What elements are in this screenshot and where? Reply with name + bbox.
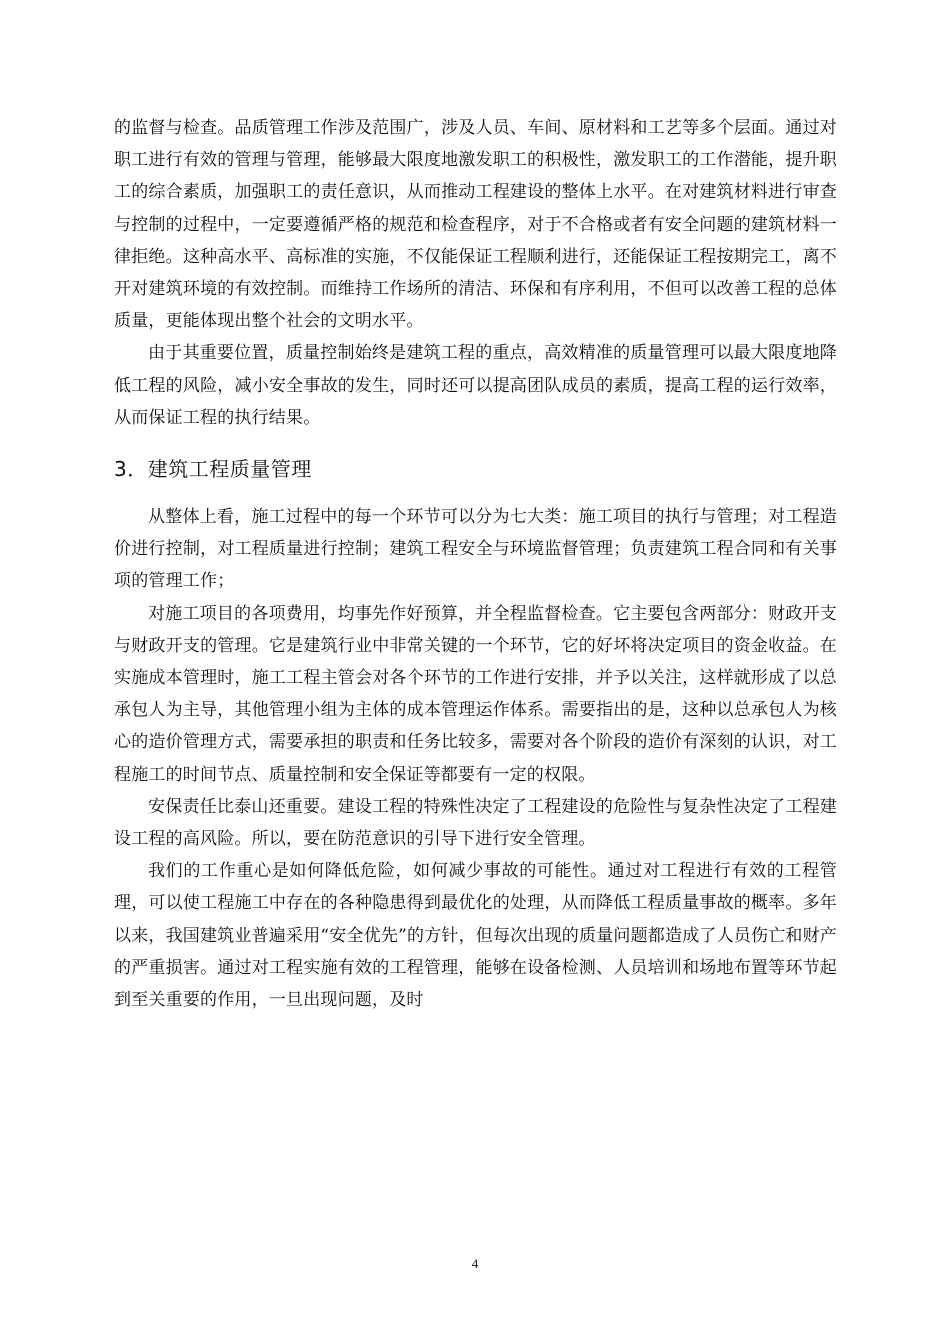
document-body	[114, 112, 837, 1016]
section-heading: 3．建筑工程质量管理	[114, 457, 312, 482]
paragraph: 我们的工作重心是如何降低危险，如何减少事故的可能性。通过对工程进行有效的工程管理，可以使工程施工中存在的各种隐患得到最优化的处理，从而降低工程质量事故的概率。多年以来，我国建筑业普遍采用“安全优先”的方针，但每次出现的质量问题都造成了人员伤亡和财产的严重损害。通过对工程实施有效的工程管理，能够在设备检测、人员培训和场地布置等环节起到至关重要的作用，一旦出现问题，及时	[114, 861, 837, 1011]
paragraph: 对施工项目的各项费用，均事先作好预算，并全程监督检查。它主要包含两部分：财政开支与财政开支的管理。它是建筑行业中非常关键的一个环节，它的好坏将决定项目的资金收益。在实施成本管理时，施工工程主管会对各个环节的工作进行安排，并予以关注，这样就形成了以总承包人为主导，其他管理小组为主体的成本管理运作体系。需要指出的是，这种以总承包人为核心的造价管理方式，需要承担的职责和任务比较多，需要对各个阶段的造价有深刻的认识，对工程施工的时间节点、质量控制和安全保证等都要有一定的权限。	[114, 603, 837, 785]
paragraph: 安保责任比泰山还重要。建设工程的特殊性决定了工程建设的危险性与复杂性决定了工程建设工程的高风险。所以，要在防范意识的引导下进行安全管理。	[114, 796, 837, 850]
paragraph: 由于其重要位置，质量控制始终是建筑工程的重点，高效精准的质量管理可以最大限度地降低工程的风险，减小安全事故的发生，同时还可以提高团队成员的素质，提高工程的运行效率，从而保证工程的执行结果。	[114, 343, 837, 428]
page-number: 4	[471, 1256, 479, 1271]
paragraph-continued: 的监督与检查。品质管理工作涉及范围广，涉及人员、车间、原材料和工艺等多个层面。通过对职工进行有效的管理与管理，能够最大限度地激发职工的积极性，激发职工的工作潜能，提升职工的综合素质，加强职工的责任意识，从而推动工程建设的整体上水平。在对建筑材料进行审查与控制的过程中，一定要遵循严格的规范和检查程序，对于不合格或者有安全问题的建筑材料一律拒绝。这种高水平、高标准的实施，不仅能保证工程顺利进行，还能保证工程按期完工，离不开对建筑环境的有效控制。而维持工作场所的清洁、环保和有序利用，不但可以改善工程的总体质量，更能体现出整个社会的文明水平。	[114, 118, 837, 332]
paragraph: 从整体上看，施工过程中的每一个环节可以分为七大类：施工项目的执行与管理；对工程造价进行控制，对工程质量进行控制；建筑工程安全与环境监督管理；负责建筑工程合同和有关事项的管理工作；	[114, 507, 837, 592]
